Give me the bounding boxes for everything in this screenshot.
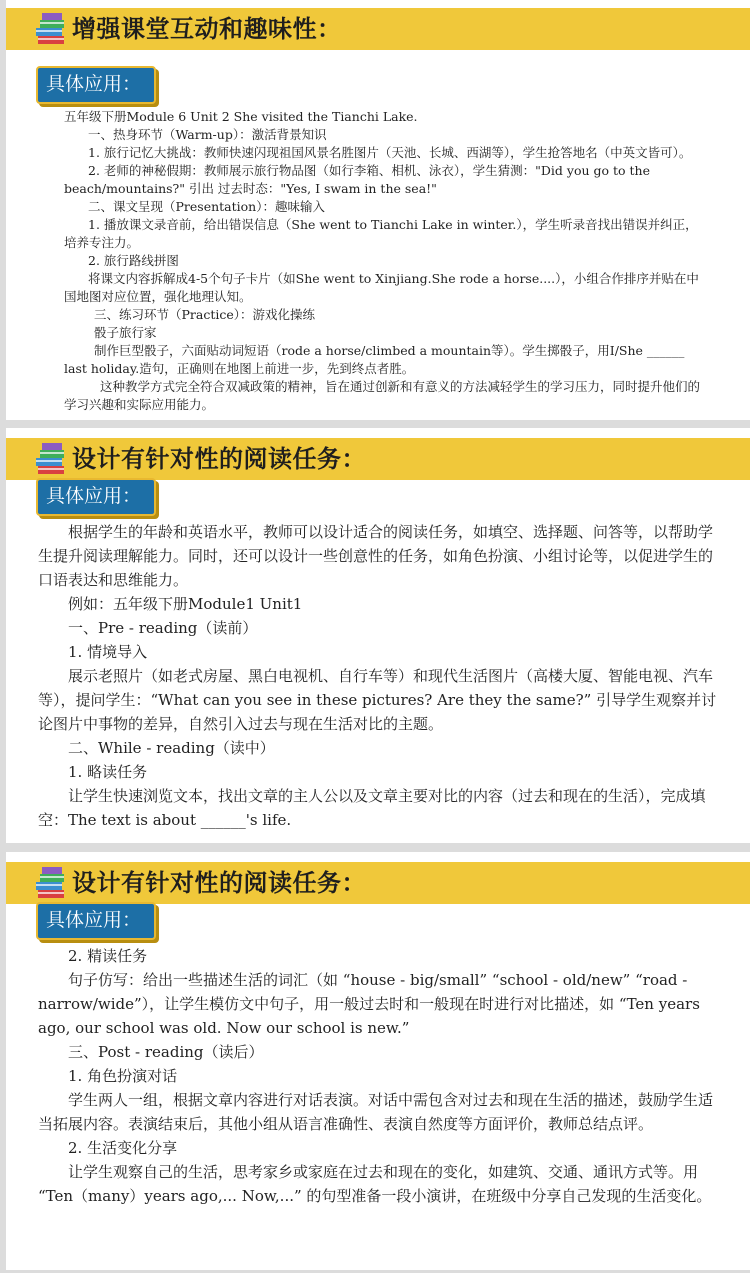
text-line: 让学生快速浏览文本，找出文章的主人公以及文章主要对比的内容（过去和现在的生活），完成填空：The text is about ______'s life. <box>38 787 706 829</box>
text-line: 根据学生的年龄和英语水平，教师可以设计适合的阅读任务，如填空、选择题、问答等，以帮助学生提升阅读理解能力。同时，还可以设计一些创意性的任务，如角色扮演、小组讨论等，以促进学生的口语表达和思维能力。 <box>38 523 714 589</box>
title-banner <box>6 438 750 480</box>
text-line: 将课文内容拆解成4-5个句子卡片（如She went to Xinjiang.She rode a horse....），小组合作排序并贴在中国地图对应位置，强化地理认知。 <box>64 271 699 304</box>
text-line: 骰子旅行家 <box>94 325 157 340</box>
slide-body <box>38 520 726 832</box>
text-line: 1. 播放课文录音前，给出错误信息（She went to Tianchi Lake in winter.），学生听录音找出错误并纠正，培养专注力。 <box>64 217 698 250</box>
books-icon <box>32 864 68 902</box>
text-line: 制作巨型骰子，六面贴动词短语（rode a horse/climbed a mountain等）。学生掷骰子，用I/She ______ last holiday.造句，正确则在地图上前进一步，先到终点者胜。 <box>64 343 685 376</box>
application-tag: 具体应用： <box>36 66 156 104</box>
text-line: 让学生观察自己的生活，思考家乡或家庭在过去和现在的变化，如建筑、交通、通讯方式等。用 “Ten（many）years ago,... Now,...” 的句型准备一段小演讲，在班级中分享自己发现的生活变化。 <box>38 1163 712 1205</box>
slide-title: 设计有针对性的阅读任务： <box>72 445 366 473</box>
text-line: 三、Post - reading（读后） <box>68 1043 264 1061</box>
text-line: 1. 角色扮演对话 <box>68 1067 178 1085</box>
slide-title: 增强课堂互动和趣味性： <box>72 15 342 43</box>
text-line: 2. 精读任务 <box>68 947 148 965</box>
slide-3 <box>6 852 750 1270</box>
books-icon <box>32 10 68 48</box>
text-line: 三、练习环节（Practice）：游戏化操练 <box>94 307 316 322</box>
text-line: 1. 旅行记忆大挑战：教师快速闪现祖国风景名胜图片（天池、长城、西湖等），学生抢答地名（中英文皆可）。 <box>88 145 692 160</box>
title-banner <box>6 862 750 904</box>
books-icon <box>32 440 68 478</box>
text-line: 1. 略读任务 <box>68 763 148 781</box>
slide-2 <box>6 428 750 843</box>
slide-body <box>38 944 726 1208</box>
text-line: 二、While - reading（读中） <box>68 739 275 757</box>
slide-body <box>64 108 704 414</box>
text-line: 句子仿写：给出一些描述生活的词汇（如 “house - big/small” “school - old/new” “road - narrow/wide”），让学生模仿文中句子，用一般过去时和一般现在时进行对比描述，如 “Ten years ago, our school was old. Now our school is new.” <box>38 971 700 1037</box>
slide-1 <box>6 0 750 420</box>
text-line: 展示老照片（如老式房屋、黑白电视机、自行车等）和现代生活图片（高楼大厦、智能电视、汽车等），提问学生：“What can you see in these pictures? Are they the same?” 引导学生观察并讨论图片中事物的差异，自然引入过去与现在生活对比的主题。 <box>38 667 717 733</box>
text-line: 例如：五年级下册Module1 Unit1 <box>68 595 303 613</box>
text-line: 2. 旅行路线拼图 <box>88 253 179 268</box>
text-line: 2. 老师的神秘假期：教师展示旅行物品图（如行李箱、相机、泳衣），学生猜测："Did you go to the beach/mountains?" 引出 过去时态："Yes, I swam in the sea!" <box>64 163 651 196</box>
application-tag: 具体应用： <box>36 478 156 516</box>
text-line: 这种教学方式完全符合双减政策的精神，旨在通过创新和有意义的方法减轻学生的学习压力，同时提升他们的学习兴趣和实际应用能力。 <box>64 379 701 412</box>
text-line: 2. 生活变化分享 <box>68 1139 178 1157</box>
application-tag: 具体应用： <box>36 902 156 940</box>
slide-title: 设计有针对性的阅读任务： <box>72 869 366 897</box>
text-line: 1. 情境导入 <box>68 643 148 661</box>
text-line: 一、热身环节（Warm-up）：激活背景知识 <box>88 127 327 142</box>
text-line: 二、课文呈现（Presentation）：趣味输入 <box>88 199 325 214</box>
text-line: 一、Pre - reading（读前） <box>68 619 258 637</box>
text-line: 五年级下册Module 6 Unit 2 She visited the Tianchi Lake. <box>64 109 418 124</box>
title-banner <box>6 8 750 50</box>
text-line: 学生两人一组，根据文章内容进行对话表演。对话中需包含对过去和现在生活的描述，鼓励学生适当拓展内容。表演结束后，其他小组从语言准确性、表演自然度等方面评价，教师总结点评。 <box>38 1091 714 1133</box>
